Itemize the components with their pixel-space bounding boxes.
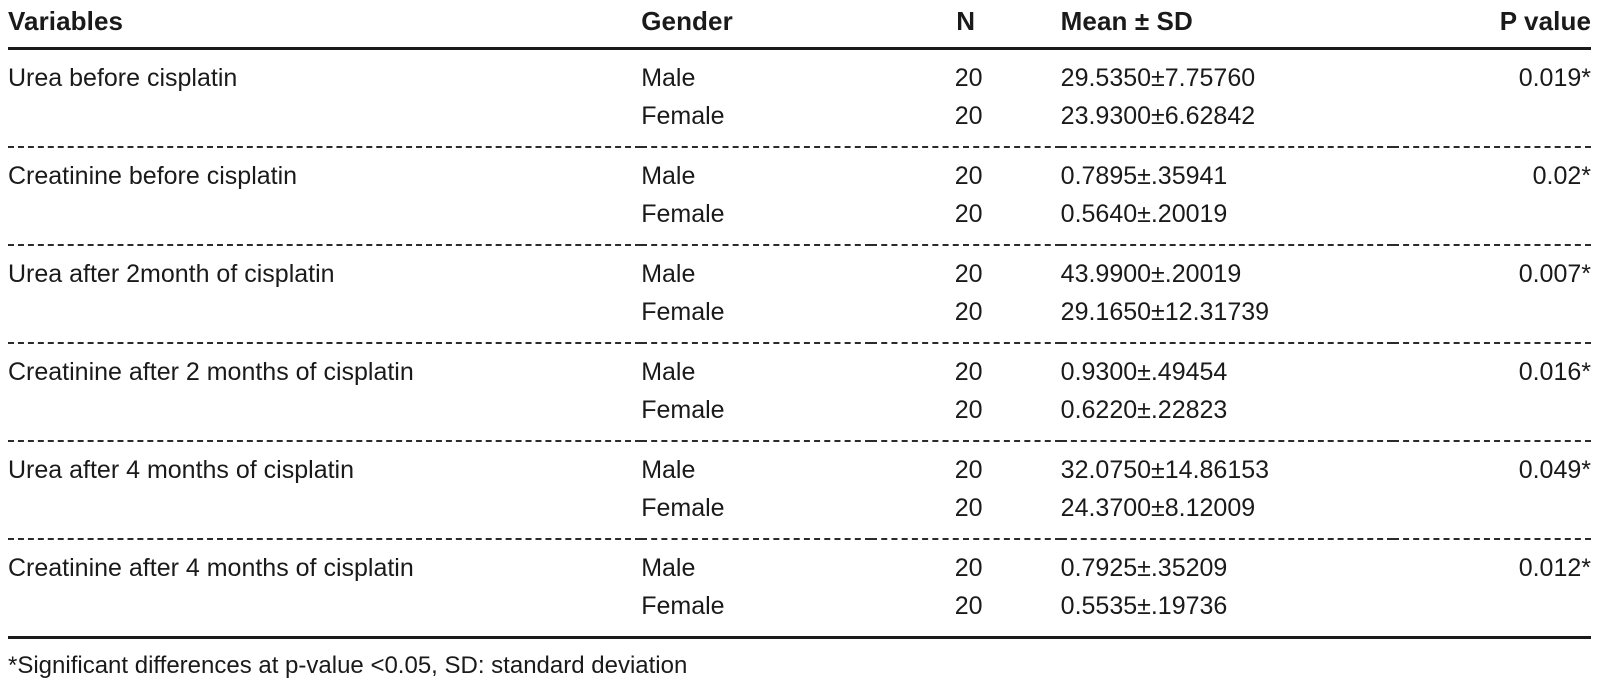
mean-sd-male: 29.5350±7.75760: [1060, 64, 1256, 92]
row-n: [871, 147, 1061, 245]
gender-male: Male: [641, 64, 696, 92]
gender-female: Female: [641, 200, 725, 228]
table-row: [8, 49, 1591, 148]
mean-sd-female: 0.5535±.19736: [1060, 592, 1228, 620]
n-female: 20: [954, 102, 983, 130]
row-p-value: [1393, 539, 1591, 638]
table-row: [8, 539, 1591, 638]
row-variable: [8, 49, 641, 148]
row-mean-sd: [1061, 147, 1393, 245]
mean-sd-female: 29.1650±12.31739: [1060, 298, 1270, 326]
variable-label: Urea after 2month of cisplatin: [8, 260, 335, 288]
mean-sd-female: 23.9300±6.62842: [1060, 102, 1256, 130]
gender-female: Female: [641, 396, 725, 424]
row-variable: [8, 343, 641, 441]
row-n: [871, 539, 1061, 638]
row-gender: [641, 245, 871, 343]
row-mean-sd: [1061, 343, 1393, 441]
mean-sd-male: 0.9300±.49454: [1060, 358, 1228, 386]
row-n: [871, 441, 1061, 539]
variable-label: Urea before cisplatin: [8, 64, 238, 92]
gender-female: Female: [641, 298, 725, 326]
row-gender: [641, 539, 871, 638]
row-variable: [8, 441, 641, 539]
gender-male: Male: [641, 162, 696, 190]
row-gender: [641, 343, 871, 441]
p-value: 0.019*: [1518, 64, 1591, 92]
mean-sd-male: 43.9900±.20019: [1060, 260, 1242, 288]
row-n: [871, 343, 1061, 441]
p-value: 0.049*: [1518, 456, 1591, 484]
column-header-n: N: [956, 6, 976, 36]
gender-male: Male: [641, 358, 696, 386]
n-female: 20: [954, 200, 983, 228]
n-male: 20: [954, 358, 983, 386]
row-n: [871, 49, 1061, 148]
mean-sd-female: 0.5640±.20019: [1060, 200, 1228, 228]
row-mean-sd: [1061, 441, 1393, 539]
n-male: 20: [954, 456, 983, 484]
table-row: [8, 441, 1591, 539]
n-male: 20: [954, 554, 983, 582]
row-mean-sd: [1061, 245, 1393, 343]
row-variable: [8, 245, 641, 343]
mean-sd-female: 0.6220±.22823: [1060, 396, 1228, 424]
column-header-variables: Variables: [8, 6, 124, 36]
table-footnote: *Significant differences at p-value <0.05, SD: standard deviation: [8, 652, 688, 679]
variable-label: Urea after 4 months of cisplatin: [8, 456, 354, 484]
gender-male: Male: [641, 260, 696, 288]
mean-sd-male: 32.0750±14.86153: [1060, 456, 1270, 484]
row-variable: [8, 539, 641, 638]
n-male: 20: [954, 260, 983, 288]
gender-female: Female: [641, 592, 725, 620]
n-female: 20: [954, 396, 983, 424]
column-header-gender: Gender: [641, 6, 733, 36]
n-male: 20: [954, 162, 983, 190]
table-header-row: [8, 0, 1591, 49]
row-gender: [641, 441, 871, 539]
gender-female: Female: [641, 494, 725, 522]
p-value: 0.007*: [1518, 260, 1591, 288]
row-mean-sd: [1061, 49, 1393, 148]
p-value: 0.016*: [1518, 358, 1591, 386]
row-p-value: [1393, 441, 1591, 539]
row-variable: [8, 147, 641, 245]
n-female: 20: [954, 494, 983, 522]
row-p-value: [1393, 245, 1591, 343]
row-mean-sd: [1061, 539, 1393, 638]
n-male: 20: [954, 64, 983, 92]
mean-sd-male: 0.7925±.35209: [1060, 554, 1228, 582]
n-female: 20: [954, 298, 983, 326]
table-header: [8, 0, 1591, 49]
variable-label: Creatinine after 4 months of cisplatin: [8, 554, 414, 582]
gender-male: Male: [641, 456, 696, 484]
statistics-table: [8, 0, 1591, 639]
row-n: [871, 245, 1061, 343]
column-header-p-value: P value: [1499, 6, 1591, 36]
row-gender: [641, 147, 871, 245]
variable-label: Creatinine before cisplatin: [8, 162, 298, 190]
gender-female: Female: [641, 102, 725, 130]
n-female: 20: [954, 592, 983, 620]
gender-male: Male: [641, 554, 696, 582]
table-row: [8, 245, 1591, 343]
row-p-value: [1393, 343, 1591, 441]
variable-label: Creatinine after 2 months of cisplatin: [8, 358, 414, 386]
mean-sd-female: 24.3700±8.12009: [1060, 494, 1256, 522]
table-row: [8, 343, 1591, 441]
p-value: 0.012*: [1518, 554, 1591, 582]
p-value: 0.02*: [1532, 162, 1591, 190]
row-gender: [641, 49, 871, 148]
row-p-value: [1393, 147, 1591, 245]
table-row: [8, 147, 1591, 245]
mean-sd-male: 0.7895±.35941: [1060, 162, 1228, 190]
column-header-mean-sd: Mean ± SD: [1060, 6, 1193, 36]
table-body: [8, 49, 1591, 638]
row-p-value: [1393, 49, 1591, 148]
